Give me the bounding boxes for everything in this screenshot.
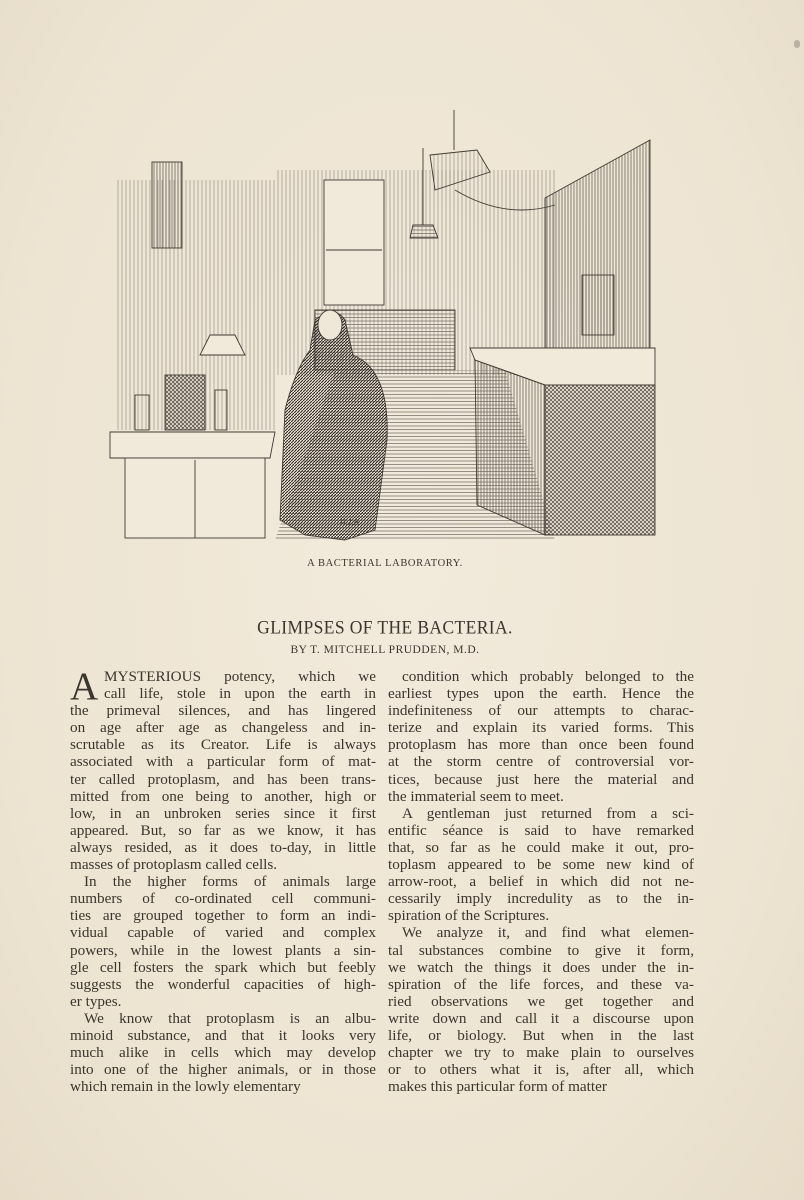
text-line: We analyze it, and find what elemen- [402, 924, 694, 942]
article-byline: BY T. MITCHELL PRUDDEN, M.D. [290, 644, 480, 656]
text-line: appeared. But, so far as we know, it has [70, 821, 376, 839]
text-line: entific séance is said to have remarked [388, 821, 694, 839]
text-line: indefiniteness of our attempts to charac- [388, 702, 694, 720]
text-line: A gentleman just returned from a sci- [402, 804, 694, 822]
text-line: associated with a particular form of mat- [70, 753, 376, 771]
paragraph [70, 1010, 376, 1095]
text-line: much alike in cells which may develop [70, 1044, 376, 1062]
text-line: mitted from one being to another, high or [70, 787, 376, 805]
paragraph [70, 873, 376, 1010]
text-line: In the higher forms of animals large [84, 873, 376, 891]
text-line: at the storm centre of controversial vor- [388, 753, 694, 771]
article-title: GLIMPSES OF THE BACTERIA. [257, 616, 513, 638]
paragraph [70, 665, 376, 874]
text-line: ter called protoplasm, and has been trans- [70, 770, 376, 788]
text-line: makes this particular form of matter [388, 1078, 607, 1096]
text-column-right [388, 668, 694, 1095]
text-column-left [70, 665, 376, 1096]
text-line: protoplasm has more than once been found [388, 736, 694, 754]
paragraph [388, 924, 694, 1095]
text-line: gle cell fosters the spark which but feebly [70, 958, 376, 976]
artist-signature: H.J.P. [340, 518, 360, 527]
text-line: write down and call it a discourse upon [388, 1009, 694, 1027]
text-line: life, or biology. But when in the last [388, 1026, 694, 1044]
text-line: low, in an unbroken series since it first [70, 804, 376, 822]
text-line: masses of protoplasm called cells. [70, 856, 278, 874]
text-line: on age after age as changeless and in- [70, 719, 376, 737]
paragraph [388, 805, 694, 925]
text-line: the immaterial seem to meet. [388, 787, 564, 805]
text-line: terize and explain its varied forms. This [388, 719, 694, 737]
text-line: tal substances combine to give it form, [388, 941, 694, 959]
drop-cap: A [70, 665, 99, 708]
laboratory-engraving [105, 110, 665, 550]
text-line: minoid substance, and that it looks very [70, 1026, 376, 1044]
text-line: toplasm appeared to be some new kind of [388, 856, 694, 874]
text-line: MYSTERIOUS potency, which we [104, 668, 376, 685]
text-line: vidual capable of varied and complex [70, 924, 376, 942]
text-line: ties are grouped together to form an indi- [70, 907, 376, 925]
text-line: We know that protoplasm is an albu- [84, 1009, 376, 1027]
text-line: cessarily imply incredulity as to the in- [388, 890, 694, 908]
scan-mark [794, 40, 800, 48]
text-line: ried observations we get together and [388, 992, 694, 1010]
text-line: condition which probably belonged to the [402, 668, 694, 685]
text-line: spiration of the life forces, and these va- [388, 975, 694, 993]
text-line: the primeval silences, and has lingered [70, 702, 376, 720]
text-line: scrutable as its Creator. Life is always [70, 736, 376, 754]
text-line: spiration of the Scriptures. [388, 907, 550, 925]
text-line: tices, because just here the material and [388, 770, 694, 788]
text-line: numbers of co-ordinated cell communi- [70, 890, 376, 908]
text-line: which remain in the lowly elementary [70, 1078, 301, 1096]
text-line: we watch the things it does under the in- [388, 958, 694, 976]
text-line: er types. [70, 992, 122, 1010]
text-line: suggests the wonderful capacities of high- [70, 975, 376, 993]
paragraph [388, 668, 694, 805]
text-line: or to others what it is, after all, which [388, 1061, 694, 1079]
text-line: arrow-root, a belief in which did not ne- [388, 873, 694, 891]
text-line: always resided, as it does to-day, in little [70, 838, 376, 856]
illustration-caption: A BACTERIAL LABORATORY. [307, 558, 463, 569]
text-line: that, so far as he could make it out, pro- [388, 838, 694, 856]
text-line: call life, stole in upon the earth in [104, 685, 376, 703]
text-line: earliest types upon the earth. Hence the [388, 685, 694, 703]
text-line: chapter we try to make plain to ourselves [388, 1044, 694, 1062]
text-line: into one of the higher animals, or in those [70, 1061, 376, 1079]
text-line: powers, while in the lowest plants a sin- [70, 941, 376, 959]
